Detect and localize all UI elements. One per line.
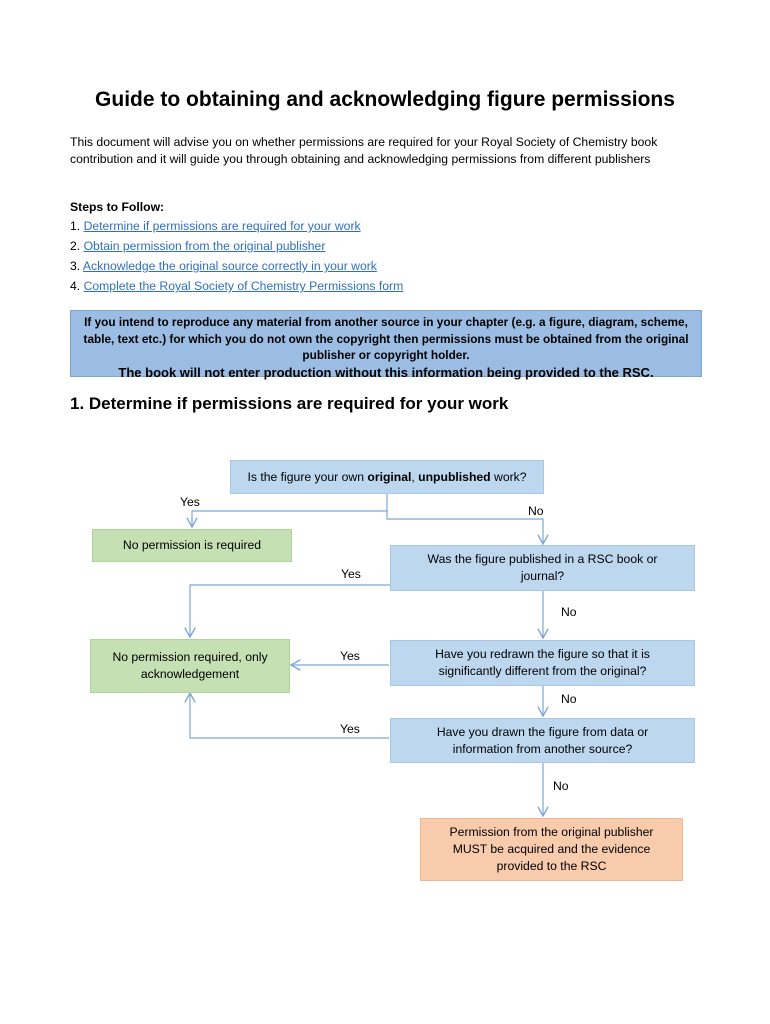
step-link-acknowledge[interactable]: Acknowledge the original source correctly in your work (82, 259, 377, 273)
notice-text: If you intend to reproduce any material from another source in your chapter (e.g. a figure, diagram, scheme, table, text etc.) for which you do not own the copyright then permissions must be obtained from the original publisher or copyright holder. (83, 315, 689, 362)
page-title: Guide to obtaining and acknowledging figure permissions (95, 88, 675, 111)
permission-must-be-acquired-box: Permission from the original publisher MUST be acquired and the evidence provided to the RSC (420, 818, 683, 881)
label-yes-q3: Yes (340, 649, 360, 663)
section-heading: 1. Determine if permissions are required for your work (70, 394, 509, 413)
question-rsc-published-box: Was the figure published in a RSC book or journal? (390, 545, 695, 591)
notice-emphasis: The book will not enter production without this information being provided to the RSC. (118, 364, 654, 380)
acknowledgement-only-box: No permission required, only acknowledgement (90, 639, 290, 693)
no-permission-required-box: No permission is required (92, 529, 292, 562)
label-no-q4: No (553, 779, 569, 793)
step-link-obtain[interactable]: Obtain permission from the original publisher (83, 239, 326, 253)
step-number: 1. (70, 219, 81, 233)
label-no-q1: No (528, 504, 544, 518)
connector-q1-no (387, 511, 543, 544)
connector-q2-yes (190, 585, 390, 637)
steps-heading: Steps to Follow: (70, 200, 165, 214)
connector-q1 (192, 494, 387, 527)
step-link-complete-form[interactable]: Complete the Royal Society of Chemistry Permissions form (83, 279, 404, 293)
label-yes-q1: Yes (180, 495, 200, 509)
label-yes-q4: Yes (340, 722, 360, 736)
question-drawn-from-data-box: Have you drawn the figure from data or information from another source? (390, 718, 695, 763)
question-own-original-text: Is the figure your own original, unpublished work? (247, 469, 527, 484)
step-number: 4. (70, 279, 81, 293)
question-own-original-box (230, 460, 544, 494)
label-no-q3: No (561, 692, 577, 706)
step-number: 3. (70, 259, 81, 273)
intro-paragraph: This document will advise you on whether permissions are required for your Royal Society of Chemistry book contribution and it will guide you through obtaining and acknowledging permissions from different publishers (70, 135, 658, 166)
step-number: 2. (70, 239, 81, 253)
label-yes-q2: Yes (341, 567, 361, 581)
question-redrawn-box: Have you redrawn the figure so that it is significantly different from the original? (390, 640, 695, 686)
label-no-q2: No (561, 605, 577, 619)
step-link-determine[interactable]: Determine if permissions are required for your work (83, 219, 361, 233)
